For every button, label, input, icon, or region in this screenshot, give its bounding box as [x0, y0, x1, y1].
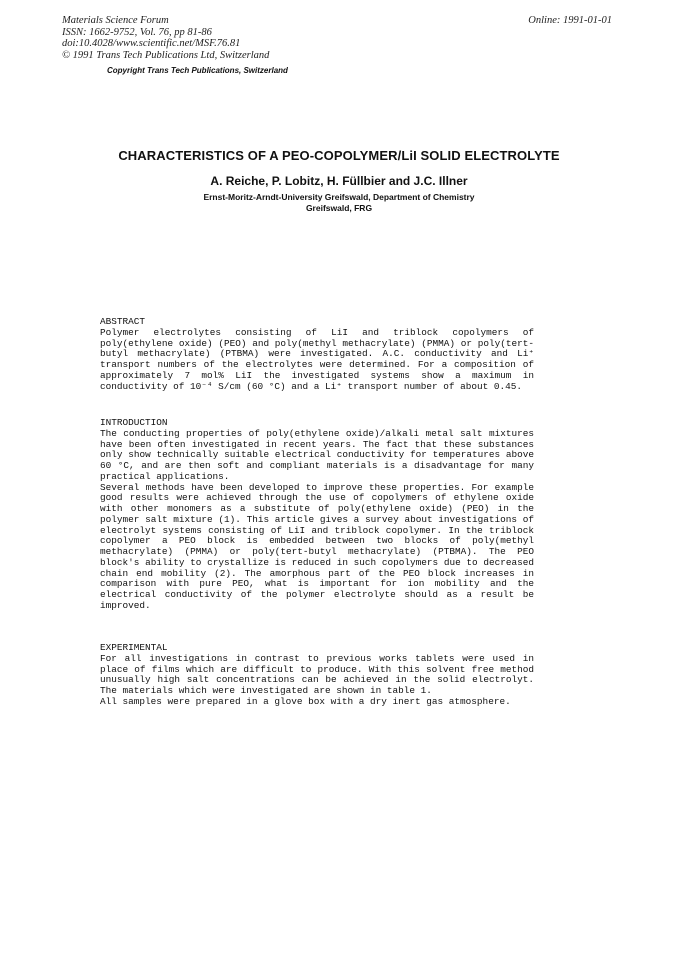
affiliation-line-1: Ernst-Moritz-Arndt-University Greifswald, Department of Chemistry — [203, 192, 475, 202]
doi-line: doi:10.4028/www.scientific.net/MSF.76.81 — [62, 38, 241, 49]
copyright-notice: Copyright Trans Tech Publications, Switzerland — [107, 66, 288, 75]
abstract-text: Polymer electrolytes consisting of LiI and triblock copolymers of poly(ethylene oxide) (PEO) and poly(methyl methacrylate) (PMMA) or poly(tert-butyl methacrylate) (PTBMA) were investigated. A.C. conductivity and Li⁺ transport numbers of the electrolytes were determined. For a composition of approximately 7 mol% LiI the investigated systems show a maximum in conductivity of 10⁻⁴ S/cm (60 °C) and a Li⁺ transport number of about 0.45. — [100, 326, 534, 392]
affiliation-line-2: Greifswald, FRG — [305, 203, 373, 213]
introduction-paragraph-1: The conducting properties of poly(ethylene oxide)/alkali metal salt mixtures have been often investigated in recent years. The fact that these substances only show technically suitable electrical conductivity for temperatures above 60 °C, and are then soft and compliant materials is a disadvantage for many practical applications. — [100, 427, 534, 482]
experimental-paragraph-2: All samples were prepared in a glove box with a dry inert gas atmosphere. — [100, 695, 511, 707]
introduction-paragraph-2: Several methods have been developed to improve these properties. For example good results were achieved through the use of copolymers of ethylene oxide with other monomers as a substitute of poly(ethylene oxide) (PEO) in the polymer salt mixture (1). This article gives a survey about investigations of electrolyt systems consisting of LiI and triblock copolymer. In the triblock copolymer a PEO block is embedded between two blocks of poly(methyl methacrylate) (PMMA) or poly(tert-butyl methacrylate) (PTBMA). The PEO block's ability to crystallize is reduced in such copolymers due to decreased chain end mobility (2). The amorphous part of the PEO block increases in comparison with pure PEO, what is important for ion mobility and the electrical conductivity of the polymer electrolyte should as a result be improved. — [100, 481, 534, 611]
abstract-heading: ABSTRACT — [100, 316, 146, 327]
introduction-heading: INTRODUCTION — [100, 417, 168, 428]
online-date: Online: 1991-01-01 — [528, 15, 612, 26]
issn-line: ISSN: 1662-9752, Vol. 76, pp 81-86 — [62, 26, 212, 38]
experimental-paragraph-1: For all investigations in contrast to previous works tablets were used in place of films which are difficult to produce. With this solvent free method unusually high salt concentrations can be achieved in the solid electrolyt. The materials which were investigated are shown in table 1. — [100, 652, 534, 696]
experimental-section — [100, 643, 534, 708]
abstract-section — [100, 317, 534, 392]
introduction-section — [100, 418, 534, 612]
affiliation — [0, 192, 678, 214]
experimental-heading: EXPERIMENTAL — [100, 642, 168, 653]
journal-name: Materials Science Forum — [62, 15, 169, 26]
paper-authors: A. Reiche, P. Lobitz, H. Füllbier and J.C. Illner — [210, 174, 468, 188]
publisher-copyright-line: © 1991 Trans Tech Publications Ltd, Switzerland — [62, 49, 270, 61]
journal-header — [62, 15, 269, 61]
paper-title: CHARACTERISTICS OF A PEO-COPOLYMER/LiI SOLID ELECTROLYTE — [118, 148, 560, 163]
